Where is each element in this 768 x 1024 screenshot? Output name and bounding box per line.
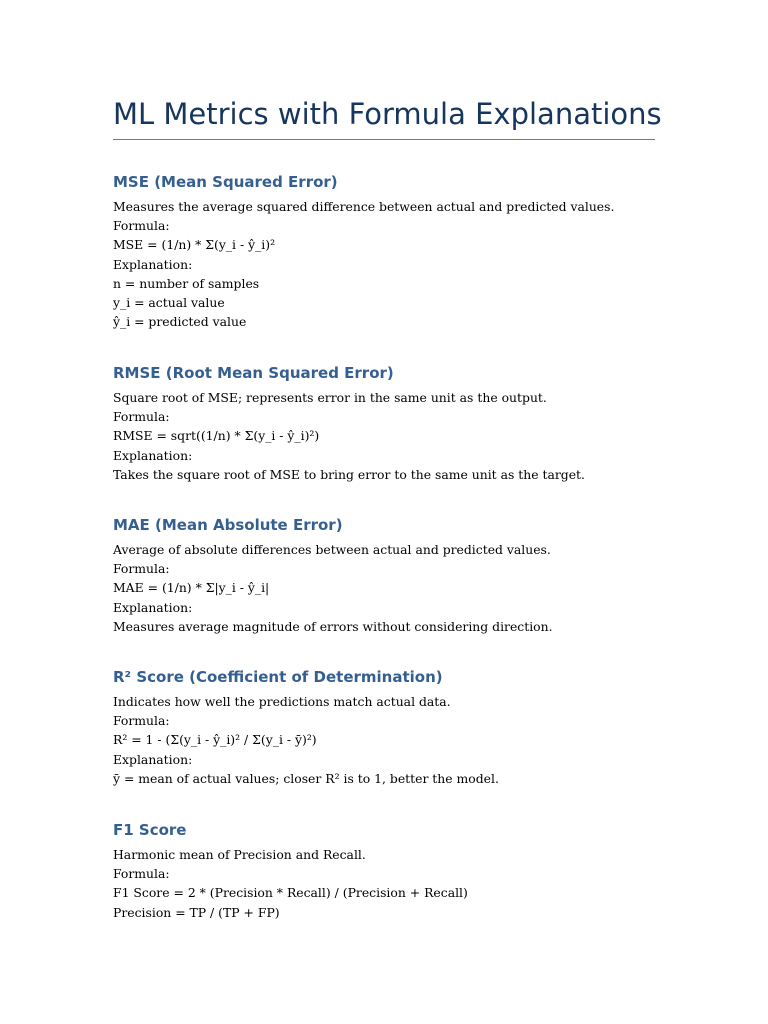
explanation-label: Explanation: [113, 256, 193, 272]
explanation-label: Explanation: [113, 447, 193, 463]
section-body [113, 540, 658, 636]
formula-label: Formula: [113, 409, 170, 425]
section-heading: MSE (Mean Squared Error) [113, 173, 338, 191]
formula-label: Formula: [113, 561, 170, 577]
section-body [113, 388, 658, 484]
section-body [113, 692, 658, 788]
formula-line: RMSE = sqrt((1/n) * Σ(y_i - ŷ_i)²) [113, 428, 320, 444]
formula-label: Formula: [113, 866, 170, 882]
explanation-line: n = number of samples [113, 275, 260, 291]
formula-line: MAE = (1/n) * Σ|y_i - ŷ_i| [113, 580, 270, 596]
explanation-line: ŷ_i = predicted value [113, 314, 247, 330]
explanation-line: y_i = actual value [113, 294, 225, 310]
section-heading: F1 Score [113, 821, 187, 839]
section-mse [113, 170, 658, 331]
formula-line: MSE = (1/n) * Σ(y_i - ŷ_i)² [113, 237, 276, 253]
document-title: ML Metrics with Formula Explanations [113, 97, 662, 131]
section-r2-score [113, 665, 658, 788]
formula-label: Formula: [113, 713, 170, 729]
description-line: Harmonic mean of Precision and Recall. [113, 847, 366, 862]
section-body [113, 845, 658, 922]
explanation-line: Takes the square root of MSE to bring error to the same unit as the target. [113, 466, 585, 482]
description-line: Average of absolute differences between actual and predicted values. [113, 542, 551, 557]
explanation-line: Measures average magnitude of errors without considering direction. [113, 618, 553, 634]
section-heading: MAE (Mean Absolute Error) [113, 516, 343, 534]
title-underline [113, 139, 655, 140]
formula-line: Precision = TP / (TP + FP) [113, 904, 280, 920]
description-line: Square root of MSE; represents error in the same unit as the output. [113, 390, 547, 405]
formula-label: Formula: [113, 218, 170, 234]
section-heading: RMSE (Root Mean Squared Error) [113, 364, 394, 382]
formula-line: F1 Score = 2 * (Precision * Recall) / (Precision + Recall) [113, 885, 468, 901]
section-mae [113, 513, 658, 636]
section-body [113, 197, 658, 331]
section-heading: R² Score (Coefficient of Determination) [113, 668, 443, 686]
description-line: Measures the average squared difference between actual and predicted values. [113, 199, 615, 214]
explanation-line: ȳ = mean of actual values; closer R² is to 1, better the model. [113, 770, 499, 786]
section-f1-score [113, 818, 658, 922]
explanation-label: Explanation: [113, 751, 193, 767]
formula-line: R² = 1 - (Σ(y_i - ŷ_i)² / Σ(y_i - ȳ)²) [113, 732, 317, 748]
description-line: Indicates how well the predictions match actual data. [113, 694, 451, 709]
section-rmse [113, 361, 658, 484]
explanation-label: Explanation: [113, 599, 193, 615]
